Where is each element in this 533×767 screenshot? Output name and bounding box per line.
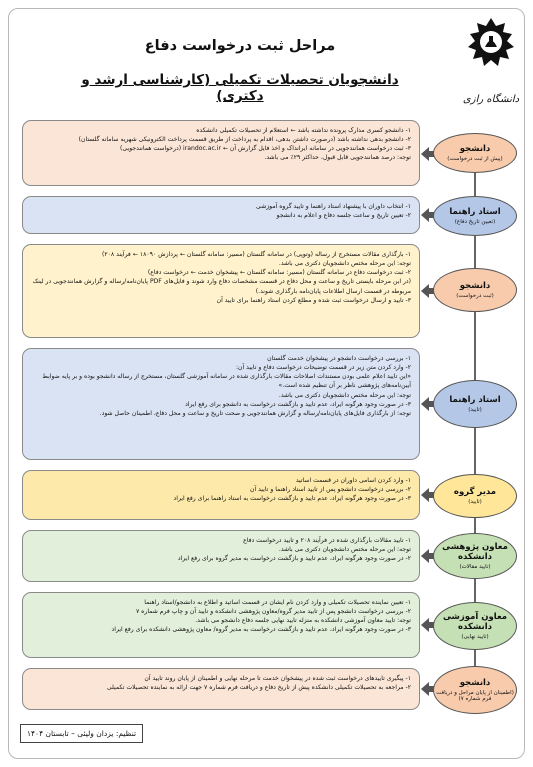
stage-4-line-3: «این تایید اعلام علمی بودن مستندات اصلاحات مقالات بارگذاری شده در سامانه آموزشی گلستان، مستخرج از رساله دانشجو بوده و بر پایه ضوابط آیین‌نامه‌های پژوهشی ناظر بر آن تنظیم شده است.» (42, 373, 411, 390)
university-logo-icon (463, 14, 519, 100)
stage-1-line-2: ۲- دانشجو بدهی نداشته باشد (درصورت داشتن بدهی، اقدام به پرداخت از طریق قسمت پرداخت الکترونیکی شهریه سامانه گلستان) (78, 136, 411, 144)
page-title: مراحل ثبت درخواست دفاع (144, 38, 336, 54)
stage-7-box (22, 592, 420, 658)
stage-2-line-2: ۲- تعیین تاریخ و ساعت جلسه دفاع و اعلام به دانشجو (276, 212, 411, 220)
stage-3-line-3: ۲- ثبت درخواست دفاع در سامانه گلستان (مسیر: سامانه گلستان ← پیشخوان خدمت ← درخواست دفاع) (147, 269, 411, 277)
logo-caption: دانشگاه رازی (462, 94, 520, 105)
stage-3-line-5: ۳- تایید و ارسال درخواست ثبت شده و مطلع کردن استاد راهنما برای تایید آن (216, 296, 411, 304)
stage-2-line-1: ۱- انتخاب داوران با پیشنهاد استاد راهنما و تایید گروه آموزشی (256, 203, 411, 210)
stage-8-line-1: ۱- پیگیری تاییدهای درخواست ثبت شده در پیشخوان خدمت تا مرحله نهایی و اطمینان از پایان روند تایید آن (144, 675, 411, 682)
stage-5-box (22, 470, 420, 520)
stage-4-box (22, 348, 420, 460)
stage-3-line-1: ۱- بارگذاری مقالات مستخرج از رساله (وتوپی) در سامانه گلستان (مسیر: سامانه گلستان ← پردازش ۱۸۰۹۰ ← فرآیند ۲۰۸) (101, 251, 411, 258)
stage-8-actor-title: دانشجو (459, 678, 491, 688)
stage-4-line-4: توجه: این مرحله مختص دانشجویان دکتری می باشد. (278, 391, 411, 399)
stage-8-actor (433, 666, 517, 714)
stage-6-line-1: ۱- تایید مقالات بارگذاری شده در فرآیند ۲۰۸ و تایید درخواست دفاع (243, 537, 411, 544)
stage-2-actor (433, 196, 517, 236)
stage-1-actor-sub: (پیش از ثبت درخواست) (447, 156, 503, 162)
stage-3-actor-title: دانشجو (459, 281, 491, 291)
stage-1-line-1: ۱- دانشجو کسری مدارک پرونده نداشته باشد ← استعلام از تحصیلات تکمیلی دانشکده (196, 127, 411, 134)
stage-2-actor-title: استاد راهنما (449, 207, 501, 217)
stage-5-actor (433, 474, 517, 518)
stage-5-line-1: ۱- وارد کردن اسامی داوران در قسمت اساتید (295, 477, 411, 484)
stage-5-actor-title: مدیر گروه (453, 487, 497, 497)
stage-6-actor-title: معاون پژوهشی دانشکده (442, 542, 508, 562)
page-subtitle: دانشجویان تحصیلات تکمیلی (کارشناسی ارشد و دکتری) (81, 72, 399, 104)
stage-1-actor (433, 133, 517, 173)
stage-3-line-2: توجه: این مرحله مختص دانشجویان دکتری می باشد. (278, 260, 411, 268)
stage-5-line-2: ۲- بررسی درخواست دانشجو پس از تایید استاد راهنما و تایید آن (249, 486, 411, 494)
stage-7-actor-title: معاون آموزشی دانشکده (442, 612, 508, 632)
stage-1-line-4: توجه: درصد همانندجویی قابل قبول، حداکثر ۲۹٪ می باشد. (264, 154, 411, 162)
stage-7-line-4: ۳- در صورت وجود هرگونه ایراد، عدم تایید و بازگشت درخواست به مدیر گروه/ معاون پژوهشی دانشکده برای رفع ایراد (111, 626, 411, 634)
stage-2-box (22, 196, 420, 234)
stage-7-actor-sub: (تایید نهایی) (461, 634, 489, 640)
stage-8-line-2: ۲- مراجعه به تحصیلات تکمیلی دانشکده پیش از تاریخ دفاع و دریافت فرم شماره ۷ جهت ارائه به نماینده تحصیلات تکمیلی (106, 684, 411, 692)
stage-3-line-4: (در این مرحله بایستی تاریخ و ساعت و محل دفاع در قسمت مشخصات دفاع وارد شوند و فایل‌های PDF پایان‌نامه/رساله و گزارش همانندجویی در لینک مربوطه در قسمت ارسال اطلاعات پایان‌نامه بارگذاری شوند.) (32, 278, 411, 295)
stage-4-actor-title: استاد راهنما (449, 395, 501, 405)
stage-3-box (22, 244, 420, 338)
stage-7-actor (433, 602, 517, 650)
stage-7-line-1: ۱- تعیین نماینده تحصیلات تکمیلی و وارد کردن نام ایشان در قسمت اساتید و اطلاع به دانشجو/استاد راهنما (144, 599, 411, 606)
stage-7-line-3: توجه: تایید معاون آموزشی دانشکده به منزله تایید نهایی جلسه دفاع دانشجو می باشد. (195, 617, 411, 625)
stage-6-actor-sub: (تایید مقالات) (459, 564, 491, 570)
stage-7-line-2: ۲- بررسی درخواست دانشجو پس از تایید مدیر گروه/معاون پژوهشی دانشکده و تایید آن و چاپ فرم شماره ۷ (135, 608, 411, 616)
stage-6-line-2: توجه: این مرحله مختص دانشجویان دکتری می باشد. (278, 546, 411, 554)
stage-3-actor-sub: (ثبت درخواست) (456, 293, 494, 299)
stage-4-line-5: ۳- در صورت وجود هرگونه ایراد، عدم تایید و بازگشت درخواست به دانشجو برای رفع ایراد (185, 400, 411, 408)
stage-4-line-2: ۲- وارد کردن متن زیر در قسمت توضیحات درخواست دفاع و تایید آن: (235, 364, 411, 372)
stage-6-box (22, 530, 420, 582)
stage-4-line-1: ۱- بررسی درخواست دانشجو در پیشخوان خدمت گلستان (267, 355, 411, 362)
stage-4-actor (433, 380, 517, 428)
stage-1-box (22, 120, 420, 186)
stage-4-actor-sub: (تایید) (468, 407, 482, 413)
stage-8-box (22, 668, 420, 710)
stage-1-actor-title: دانشجو (459, 144, 491, 154)
stage-3-actor (433, 268, 517, 312)
stage-1-line-3: ۳- ثبت درخواست همانندجویی در سامانه ایرانداک و اخذ فایل گزارش آن ← irandoc.ac.ir (درخواست همانندجویی) (120, 145, 411, 153)
stage-4-line-6: توجه: از بارگذاری فایل‌های پایان‌نامه/رساله و گزارش همانندجویی و صحت تاریخ و ساعت و محل دفاع، اطمینان حاصل شود. (99, 409, 411, 417)
stage-6-actor (433, 533, 517, 579)
stage-6-line-3: ۲- در صورت وجود هرگونه ایراد، عدم تایید و بازگشت درخواست به مدیر گروه برای رفع ایراد (177, 555, 411, 563)
stage-2-actor-sub: (تعیین تاریخ دفاع) (454, 219, 496, 225)
author-credit: تنظیم: یزدان ولیئی – تابستان ۱۴۰۴ (20, 724, 143, 743)
stage-8-actor-sub: (اطمینان از پایان مراحل و دریافت فرم شماره ۷) (436, 690, 514, 702)
stage-5-line-3: ۳- در صورت وجود هرگونه ایراد، عدم تایید و بازگشت درخواست به استاد راهنما برای رفع ایراد (173, 495, 411, 503)
stage-5-actor-sub: (تایید) (468, 499, 482, 505)
